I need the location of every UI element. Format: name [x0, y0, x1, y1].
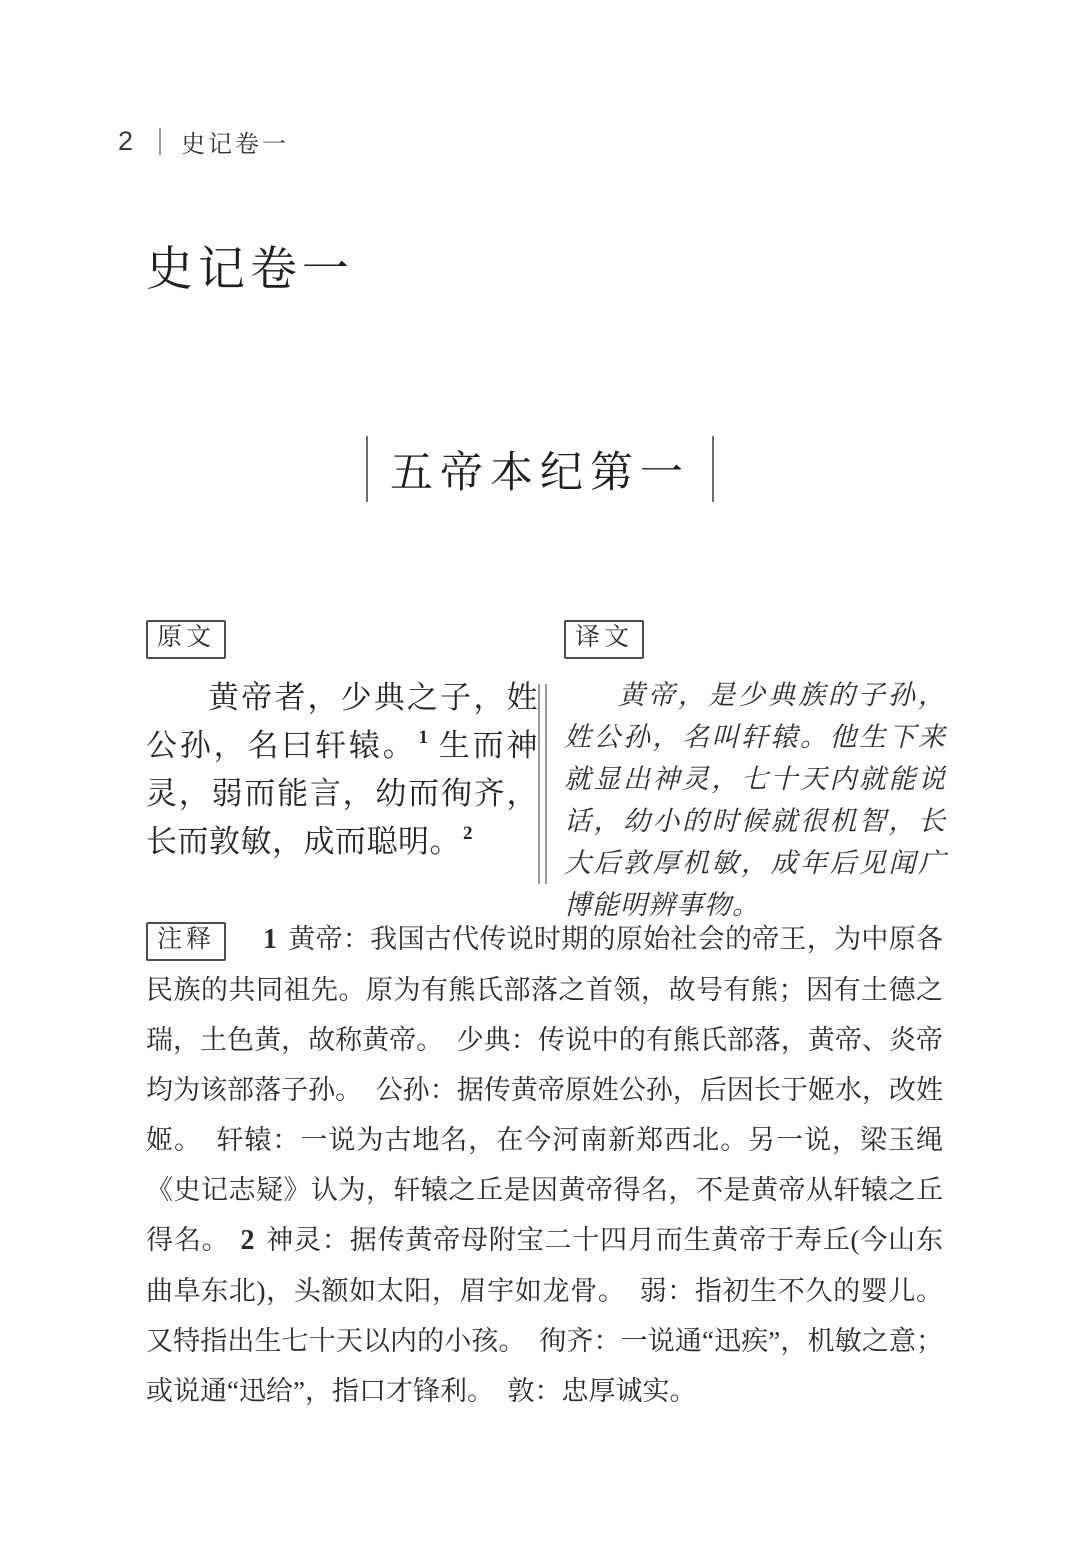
- original-label-box: 原文: [146, 620, 226, 659]
- chapter-title: 五帝本纪第一: [390, 449, 690, 497]
- original-sentence-1: 黄帝者，少典之子，姓公孙，名曰轩辕。: [146, 680, 538, 763]
- header-divider-line: [159, 128, 161, 155]
- footnote-ref-2: 2: [463, 823, 473, 844]
- translation-text: 黄帝，是少典族的子孙，姓公孙，名叫轩辕。他生下来就显出神灵，七十天内就能说话，幼小的时候就很机智，长大后敦厚机敏，成年后见闻广博能明辨事物。: [564, 680, 946, 920]
- chapter-title-row: [0, 436, 1080, 502]
- chapter-bar-left: [366, 436, 368, 502]
- footnote-ref-1: 1: [418, 727, 429, 748]
- notes-label-box: 注释: [146, 922, 226, 961]
- running-header-title: 史记卷一: [181, 132, 290, 158]
- notes-section: [146, 914, 943, 1416]
- original-column: [146, 620, 538, 926]
- page-number: 2: [118, 126, 134, 156]
- volume-title: 史记卷一: [146, 244, 354, 296]
- note-entry-2: 神灵：据传黄帝母附宝二十四月而生黄帝于寿丘(今山东曲阜东北)，头额如太阳，眉宇如龙骨。 弱：指初生不久的婴儿。又特指出生七十天以内的小孩。 徇齐：一说通“迅疾”，机敏之意；或说通“迅给”，指口才锋利。 敦：忠厚诚实。: [146, 1225, 943, 1406]
- original-text: [146, 674, 538, 866]
- original-sentence-2: 生而神灵，弱而能言，幼而徇齐，长而敦敏，成而聪明。: [146, 728, 539, 859]
- column-divider-line: [538, 684, 547, 884]
- note-number-1: 1: [263, 924, 278, 955]
- note-entry-1: 黄帝：我国古代传说时期的原始社会的帝王，为中原各民族的共同祖先。原为有熊氏部落之首领，故号有熊；因有土德之瑞，土色黄，故称黄帝。 少典：传说中的有熊氏部落，黄帝、炎帝均为该部落子孙。 公孙：据传黄帝原姓公孙，后因长于姬水，改姓姬。 轩辕：一说为古地名，在今河南新郑西北。另一说，梁玉绳《史记志疑》认为，轩辕之丘是因黄帝得名，不是黄帝从轩辕之丘得名。: [146, 924, 943, 1255]
- note-number-2: 2: [240, 1225, 255, 1256]
- notes-text: [146, 914, 943, 1416]
- translation-label-box: 译文: [564, 620, 644, 659]
- text-columns: [146, 620, 946, 926]
- translation-column: [547, 620, 946, 926]
- running-header: [118, 124, 289, 159]
- chapter-bar-right: [712, 436, 714, 502]
